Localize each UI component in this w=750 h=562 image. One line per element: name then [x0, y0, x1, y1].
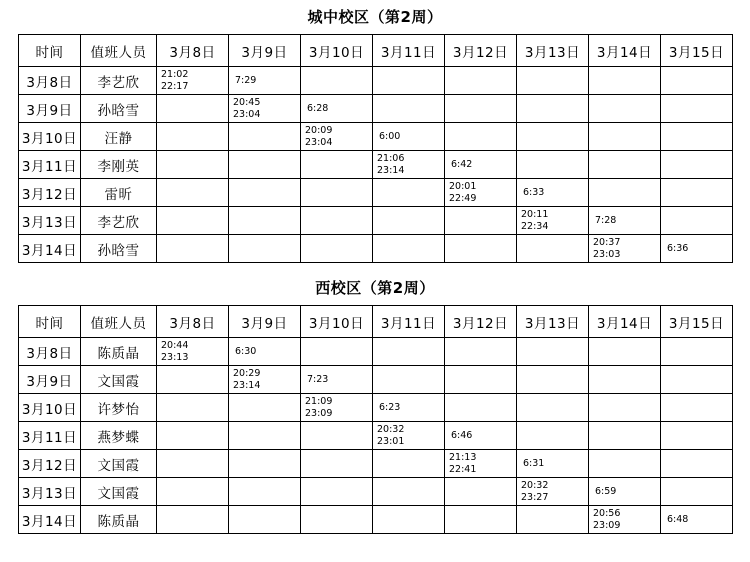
row-person-cell: 陈质晶	[81, 338, 157, 366]
row-person-cell: 李艺欣	[81, 207, 157, 235]
duty-time-cell	[301, 338, 373, 366]
duty-time-cell	[661, 179, 733, 207]
time-evening: 20:11	[521, 209, 549, 220]
table-title-1: 西校区（第2周）	[315, 279, 435, 297]
time-night: 23:14	[377, 164, 405, 176]
schedule-block-0	[0, 0, 750, 263]
header-cell: 3月15日	[661, 306, 733, 338]
duty-time-cell	[517, 67, 589, 95]
schedule-table-1	[18, 305, 733, 534]
duty-time-cell	[589, 179, 661, 207]
row-date-cell: 3月12日	[19, 450, 81, 478]
duty-time-cell	[373, 422, 445, 450]
duty-time-cell	[517, 478, 589, 506]
duty-time-cell	[589, 207, 661, 235]
duty-time-cell	[301, 95, 373, 123]
time-pair	[301, 125, 372, 148]
duty-time-cell	[589, 67, 661, 95]
row-person-cell: 文国霞	[81, 478, 157, 506]
row-date-cell: 3月14日	[19, 506, 81, 534]
duty-time-cell	[589, 506, 661, 534]
duty-time-cell	[445, 394, 517, 422]
time-evening: 20:29	[233, 368, 261, 379]
header-cell: 3月8日	[157, 35, 229, 67]
duty-time-cell	[301, 207, 373, 235]
duty-time-cell	[517, 422, 589, 450]
duty-time-cell	[661, 450, 733, 478]
header-cell: 时间	[19, 306, 81, 338]
table-row	[19, 366, 733, 394]
duty-time-cell	[445, 95, 517, 123]
table-header-row	[19, 306, 733, 338]
row-date-cell: 3月14日	[19, 235, 81, 263]
duty-time-cell	[301, 450, 373, 478]
header-cell: 3月13日	[517, 35, 589, 67]
row-date-cell: 3月9日	[19, 366, 81, 394]
row-person-cell: 汪静	[81, 123, 157, 151]
header-cell: 值班人员	[81, 306, 157, 338]
time-night: 23:01	[377, 435, 405, 447]
time-night: 23:09	[305, 407, 333, 419]
table-title-0: 城中校区（第2周）	[307, 8, 443, 26]
header-cell: 3月10日	[301, 306, 373, 338]
duty-time-cell	[373, 123, 445, 151]
table-row	[19, 207, 733, 235]
duty-time-cell	[589, 422, 661, 450]
header-cell: 3月11日	[373, 35, 445, 67]
time-pair	[445, 181, 516, 204]
row-date-cell: 3月10日	[19, 123, 81, 151]
duty-time-cell	[157, 506, 229, 534]
time-pair	[445, 452, 516, 475]
duty-time-cell	[229, 123, 301, 151]
duty-time-cell	[517, 123, 589, 151]
duty-time-cell	[229, 95, 301, 123]
row-date-cell: 3月11日	[19, 151, 81, 179]
table-row	[19, 478, 733, 506]
row-person-cell: 燕梦蝶	[81, 422, 157, 450]
duty-time-cell	[157, 95, 229, 123]
time-night: 22:34	[521, 220, 549, 232]
time-evening: 20:32	[521, 480, 549, 491]
table-row	[19, 95, 733, 123]
duty-time-cell	[661, 338, 733, 366]
duty-time-cell	[445, 235, 517, 263]
duty-time-cell	[445, 366, 517, 394]
time-morning: 7:23	[307, 374, 329, 385]
row-date-cell: 3月8日	[19, 338, 81, 366]
time-night: 23:09	[593, 519, 621, 531]
row-date-cell: 3月13日	[19, 207, 81, 235]
row-date-cell: 3月13日	[19, 478, 81, 506]
duty-time-cell	[157, 366, 229, 394]
time-morning: 6:42	[451, 159, 473, 170]
time-pair	[517, 209, 588, 232]
row-person-cell: 雷昕	[81, 179, 157, 207]
duty-time-cell	[157, 450, 229, 478]
duty-time-cell	[373, 67, 445, 95]
duty-time-cell	[301, 478, 373, 506]
row-person-cell: 李艺欣	[81, 67, 157, 95]
row-date-cell: 3月10日	[19, 394, 81, 422]
time-pair	[157, 69, 228, 92]
duty-time-cell	[373, 207, 445, 235]
time-night: 22:41	[449, 463, 477, 475]
time-pair	[229, 97, 300, 120]
time-evening: 20:56	[593, 508, 621, 519]
row-date-cell: 3月8日	[19, 67, 81, 95]
header-cell: 3月10日	[301, 35, 373, 67]
time-evening: 21:09	[305, 396, 333, 407]
duty-time-cell	[373, 179, 445, 207]
row-person-cell: 文国霞	[81, 366, 157, 394]
header-cell: 3月14日	[589, 35, 661, 67]
duty-time-cell	[517, 207, 589, 235]
time-morning: 6:33	[523, 187, 545, 198]
duty-time-cell	[589, 394, 661, 422]
time-morning: 7:28	[595, 215, 617, 226]
table-body-1	[19, 338, 733, 534]
header-cell: 3月9日	[229, 306, 301, 338]
duty-time-cell	[517, 394, 589, 422]
block-spacer	[0, 263, 750, 271]
row-date-cell: 3月11日	[19, 422, 81, 450]
duty-time-cell	[445, 179, 517, 207]
duty-time-cell	[517, 338, 589, 366]
duty-time-cell	[157, 123, 229, 151]
duty-time-cell	[445, 207, 517, 235]
time-morning: 6:30	[235, 346, 257, 357]
duty-time-cell	[157, 338, 229, 366]
schedule-table-0	[18, 34, 733, 263]
table-row	[19, 338, 733, 366]
row-person-cell: 陈质晶	[81, 506, 157, 534]
header-cell: 3月11日	[373, 306, 445, 338]
row-person-cell: 文国霞	[81, 450, 157, 478]
time-pair	[157, 340, 228, 363]
time-morning: 6:28	[307, 103, 329, 114]
time-night: 23:03	[593, 248, 621, 260]
duty-time-cell	[445, 450, 517, 478]
duty-time-cell	[229, 207, 301, 235]
time-pair	[517, 480, 588, 503]
time-evening: 21:06	[377, 153, 405, 164]
duty-time-cell	[301, 506, 373, 534]
header-cell: 3月15日	[661, 35, 733, 67]
duty-time-cell	[301, 366, 373, 394]
time-evening: 20:45	[233, 97, 261, 108]
table-row	[19, 179, 733, 207]
duty-time-cell	[301, 422, 373, 450]
table-row	[19, 235, 733, 263]
duty-time-cell	[229, 338, 301, 366]
row-person-cell: 许梦怡	[81, 394, 157, 422]
header-cell: 3月12日	[445, 306, 517, 338]
table-row	[19, 506, 733, 534]
duty-time-cell	[157, 394, 229, 422]
duty-time-cell	[229, 478, 301, 506]
duty-time-cell	[301, 67, 373, 95]
time-night: 23:04	[233, 108, 261, 120]
duty-time-cell	[157, 478, 229, 506]
table-row	[19, 422, 733, 450]
time-evening: 21:13	[449, 452, 477, 463]
duty-time-cell	[517, 450, 589, 478]
row-person-cell: 李刚英	[81, 151, 157, 179]
header-cell: 3月9日	[229, 35, 301, 67]
table-row	[19, 151, 733, 179]
duty-time-cell	[229, 506, 301, 534]
time-evening: 21:02	[161, 69, 189, 80]
duty-time-cell	[301, 123, 373, 151]
time-morning: 6:23	[379, 402, 401, 413]
time-morning: 6:48	[667, 514, 689, 525]
duty-time-cell	[157, 422, 229, 450]
time-night: 23:14	[233, 379, 261, 391]
time-pair	[229, 368, 300, 391]
time-night: 22:17	[161, 80, 189, 92]
table-body-0	[19, 67, 733, 263]
duty-time-cell	[589, 151, 661, 179]
duty-time-cell	[445, 151, 517, 179]
time-evening: 20:09	[305, 125, 333, 136]
duty-time-cell	[373, 338, 445, 366]
duty-time-cell	[589, 478, 661, 506]
duty-time-cell	[445, 422, 517, 450]
duty-time-cell	[157, 67, 229, 95]
duty-time-cell	[445, 506, 517, 534]
time-morning: 6:59	[595, 486, 617, 497]
duty-time-cell	[373, 506, 445, 534]
duty-time-cell	[589, 450, 661, 478]
duty-time-cell	[157, 179, 229, 207]
duty-time-cell	[661, 235, 733, 263]
duty-time-cell	[661, 95, 733, 123]
duty-time-cell	[373, 478, 445, 506]
duty-time-cell	[229, 151, 301, 179]
duty-time-cell	[229, 235, 301, 263]
duty-time-cell	[589, 95, 661, 123]
duty-time-cell	[301, 151, 373, 179]
row-date-cell: 3月9日	[19, 95, 81, 123]
header-cell: 3月13日	[517, 306, 589, 338]
table-row	[19, 123, 733, 151]
time-morning: 6:31	[523, 458, 545, 469]
time-night: 23:13	[161, 351, 189, 363]
duty-time-cell	[373, 366, 445, 394]
time-night: 23:27	[521, 491, 549, 503]
duty-time-cell	[661, 67, 733, 95]
duty-time-cell	[661, 123, 733, 151]
duty-time-cell	[661, 151, 733, 179]
row-date-cell: 3月12日	[19, 179, 81, 207]
time-morning: 7:29	[235, 75, 257, 86]
duty-time-cell	[589, 338, 661, 366]
duty-time-cell	[229, 422, 301, 450]
duty-time-cell	[661, 394, 733, 422]
duty-time-cell	[301, 179, 373, 207]
header-cell: 时间	[19, 35, 81, 67]
duty-time-cell	[445, 123, 517, 151]
duty-time-cell	[517, 95, 589, 123]
duty-time-cell	[301, 394, 373, 422]
duty-time-cell	[157, 151, 229, 179]
time-pair	[301, 396, 372, 419]
duty-time-cell	[661, 366, 733, 394]
duty-time-cell	[301, 235, 373, 263]
duty-time-cell	[229, 450, 301, 478]
time-night: 22:49	[449, 192, 477, 204]
duty-time-cell	[589, 366, 661, 394]
duty-time-cell	[661, 478, 733, 506]
duty-time-cell	[229, 67, 301, 95]
header-cell: 3月8日	[157, 306, 229, 338]
row-person-cell: 孙晗雪	[81, 235, 157, 263]
table-row	[19, 67, 733, 95]
schedule-block-1	[0, 271, 750, 534]
time-pair	[373, 153, 444, 176]
duty-time-cell	[517, 366, 589, 394]
header-cell: 3月12日	[445, 35, 517, 67]
duty-time-cell	[157, 235, 229, 263]
duty-time-cell	[229, 366, 301, 394]
row-person-cell: 孙晗雪	[81, 95, 157, 123]
duty-time-cell	[589, 123, 661, 151]
duty-time-cell	[373, 151, 445, 179]
time-evening: 20:37	[593, 237, 621, 248]
header-cell: 值班人员	[81, 35, 157, 67]
time-evening: 20:01	[449, 181, 477, 192]
duty-time-cell	[373, 95, 445, 123]
duty-time-cell	[661, 506, 733, 534]
time-pair	[589, 508, 660, 531]
time-morning: 6:36	[667, 243, 689, 254]
table-header-row	[19, 35, 733, 67]
duty-time-cell	[157, 207, 229, 235]
duty-time-cell	[517, 506, 589, 534]
time-evening: 20:32	[377, 424, 405, 435]
duty-time-cell	[373, 235, 445, 263]
duty-time-cell	[445, 338, 517, 366]
time-night: 23:04	[305, 136, 333, 148]
duty-time-cell	[229, 394, 301, 422]
table-row	[19, 450, 733, 478]
header-cell: 3月14日	[589, 306, 661, 338]
duty-time-cell	[373, 394, 445, 422]
time-morning: 6:46	[451, 430, 473, 441]
time-morning: 6:00	[379, 131, 401, 142]
duty-time-cell	[445, 478, 517, 506]
duty-time-cell	[517, 179, 589, 207]
duty-time-cell	[661, 422, 733, 450]
duty-time-cell	[229, 179, 301, 207]
duty-time-cell	[661, 207, 733, 235]
time-pair	[589, 237, 660, 260]
duty-time-cell	[589, 235, 661, 263]
time-evening: 20:44	[161, 340, 189, 351]
duty-time-cell	[373, 450, 445, 478]
table-row	[19, 394, 733, 422]
duty-time-cell	[517, 235, 589, 263]
duty-time-cell	[445, 67, 517, 95]
time-pair	[373, 424, 444, 447]
duty-time-cell	[517, 151, 589, 179]
